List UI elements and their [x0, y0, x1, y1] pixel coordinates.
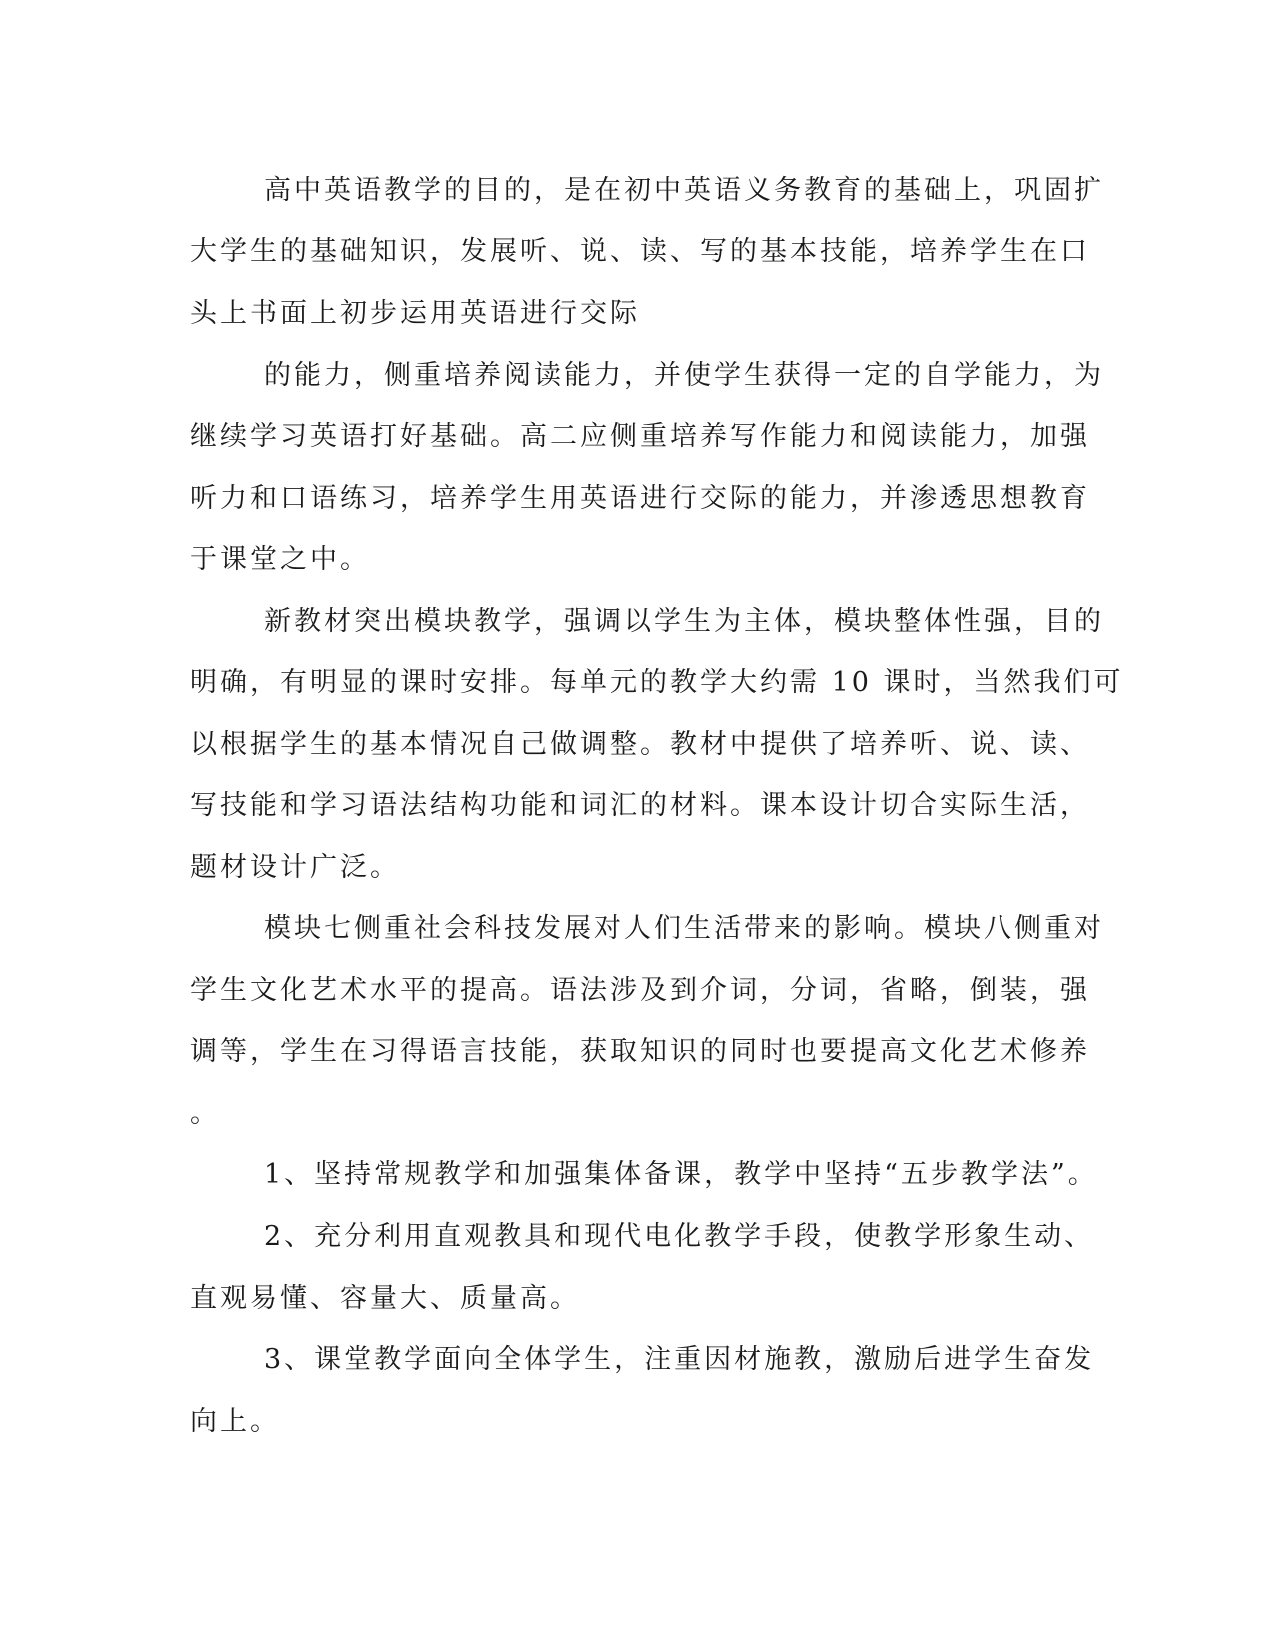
paragraph-3-line-5: 题材设计广泛。: [190, 852, 400, 883]
paragraph-2-line-3: 听力和口语练习，培养学生用英语进行交际的能力，并渗透思想教育: [190, 483, 1090, 514]
paragraph-3-line-3: 以根据学生的基本情况自己做调整。教材中提供了培养听、说、读、: [190, 729, 1090, 760]
paragraph-2-line-4: 于课堂之中。: [190, 544, 370, 575]
paragraph-1-line-1: 高中英语教学的目的，是在初中英语义务教育的基础上，巩固扩: [264, 175, 1104, 206]
paragraph-4-line-1: 模块七侧重社会科技发展对人们生活带来的影响。模块八侧重对: [264, 913, 1104, 944]
paragraph-1-line-2: 大学生的基础知识，发展听、说、读、写的基本技能，培养学生在口: [190, 236, 1090, 267]
paragraph-3-line-4: 写技能和学习语法结构功能和词汇的材料。课本设计切合实际生活，: [190, 790, 1090, 821]
list-item-2-line-1: 2、充分利用直观教具和现代电化教学手段，使教学形象生动、: [264, 1221, 1095, 1252]
paragraph-4-line-4: 。: [190, 1098, 220, 1129]
list-item-2-line-2: 直观易懂、容量大、质量高。: [190, 1283, 580, 1314]
paragraph-1-line-3: 头上书面上初步运用英语进行交际: [190, 298, 640, 329]
paragraph-2-line-1: 的能力，侧重培养阅读能力，并使学生获得一定的自学能力，为: [264, 360, 1104, 391]
list-item-3-line-2: 向上。: [190, 1406, 280, 1437]
paragraph-4-line-3: 调等，学生在习得语言技能，获取知识的同时也要提高文化艺术修养: [190, 1036, 1090, 1067]
paragraph-4-line-2: 学生文化艺术水平的提高。语法涉及到介词，分词，省略，倒装，强: [190, 975, 1090, 1006]
paragraph-3-line-1: 新教材突出模块教学，强调以学生为主体，模块整体性强，目的: [264, 606, 1104, 637]
list-item-3-line-1: 3、课堂教学面向全体学生，注重因材施教，激励后进学生奋发: [264, 1344, 1095, 1375]
list-item-1: 1、坚持常规教学和加强集体备课，教学中坚持“五步教学法”。: [264, 1159, 1098, 1190]
paragraph-2-line-2: 继续学习英语打好基础。高二应侧重培养写作能力和阅读能力，加强: [190, 421, 1090, 452]
paragraph-3-line-2: 明确，有明显的课时安排。每单元的教学大约需 10 课时，当然我们可: [190, 667, 1124, 698]
